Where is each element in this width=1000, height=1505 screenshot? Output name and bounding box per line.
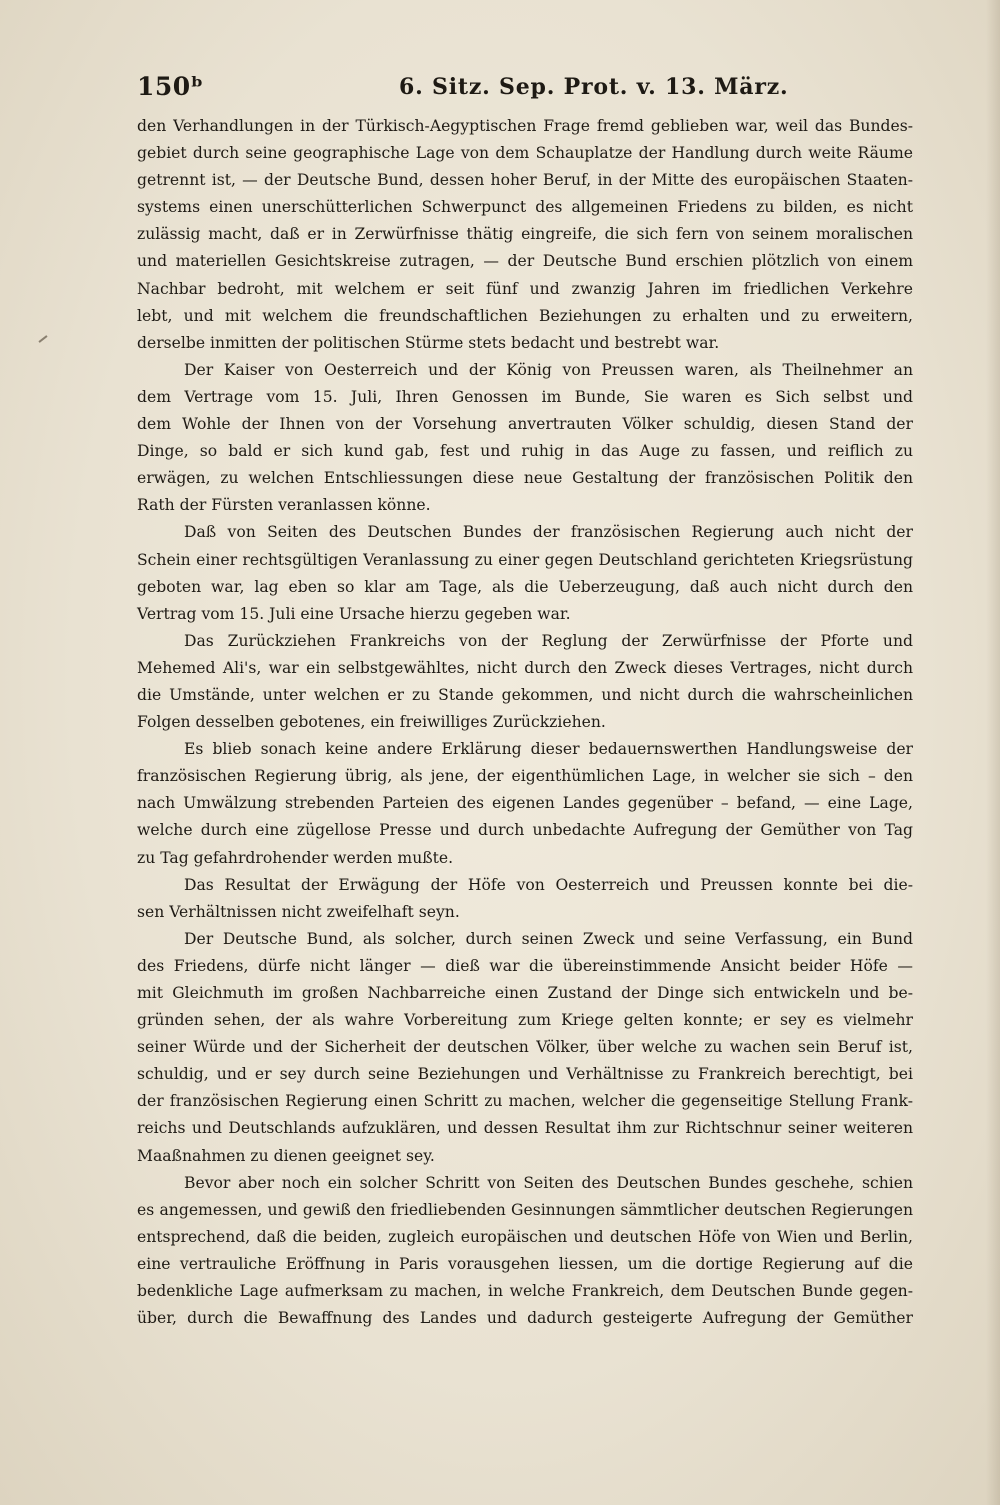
page-header — [137, 66, 917, 106]
text-line: Rath der Fürsten veranlassen könne. — [137, 496, 431, 515]
text-line: Vertrag vom 15. Juli eine Ursache hierzu gegeben war. — [137, 604, 571, 623]
text-line: des Friedens, dürfe nicht länger — dieß war die übereinstimmende Ansicht beider Höfe — — [137, 956, 913, 975]
text-line: Das Zurückziehen Frankreichs von der Reglung der Zerwürfnisse der Pforte und — [184, 631, 913, 650]
text-line: derselbe inmitten der politischen Stürme stets bedacht und bestrebt war. — [137, 333, 720, 352]
text-line: dem Wohle der Ihnen von der Vorsehung anvertrauten Völker schuldig, diesen Stand der — [137, 415, 913, 434]
text-line: französischen Regierung übrig, als jene, der eigenthümlichen Lage, in welcher sie sich – den — [137, 767, 913, 786]
text-line: geboten war, lag eben so klar am Tage, als die Ueberzeugung, daß auch nicht durch den — [137, 577, 913, 596]
text-line: Maaßnahmen zu dienen geeignet sey. — [137, 1146, 435, 1165]
text-line: Bevor aber noch ein solcher Schritt von Seiten des Deutschen Bundes geschehe, schien — [184, 1173, 913, 1192]
text-line: welche durch eine zügellose Presse und durch unbedachte Aufregung der Gemüther von Tag — [137, 821, 913, 840]
text-line: Daß von Seiten des Deutschen Bundes der französischen Regierung auch nicht der — [184, 523, 913, 542]
page-edge-shadow — [986, 0, 1000, 1505]
body-text — [137, 113, 913, 1332]
text-line: getrennt ist, — der Deutsche Bund, dessen hoher Beruf, in der Mitte des europäischen Staaten- — [137, 171, 913, 190]
text-line: nach Umwälzung strebenden Parteien des eigenen Landes gegenüber – befand, — eine Lage, — [137, 794, 913, 813]
text-line: entsprechend, daß die beiden, zugleich europäischen und deutschen Höfe von Wien und Berlin, — [137, 1227, 913, 1246]
text-line: schuldig, und er sey durch seine Beziehungen und Verhältnisse zu Frankreich berechtigt, bei — [137, 1065, 913, 1084]
text-line: zulässig macht, daß er in Zerwürfnisse thätig eingreife, die sich fern von seinem moralischen — [137, 225, 913, 244]
text-line: sen Verhältnissen nicht zweifelhaft seyn. — [137, 902, 460, 921]
text-line: eine vertrauliche Eröffnung in Paris vorausgehen liessen, um die dortige Regierung auf die — [137, 1254, 913, 1273]
text-line: der französischen Regierung einen Schritt zu machen, welcher die gegenseitige Stellung Frank- — [137, 1092, 913, 1111]
text-line: Nachbar bedroht, mit welchem er seit fünf und zwanzig Jahren im friedlichen Verkehre — [137, 279, 913, 298]
page-number: 150ᵇ — [137, 72, 204, 101]
text-line: seiner Würde und der Sicherheit der deutschen Völker, über welche zu wachen sein Beruf ist, — [137, 1038, 913, 1057]
text-line: Es blieb sonach keine andere Erklärung dieser bedauernswerthen Handlungsweise der — [184, 740, 913, 759]
text-line: erwägen, zu welchen Entschliessungen diese neue Gestaltung der französischen Politik den — [137, 469, 913, 488]
text-line: systems einen unerschütterlichen Schwerpunct des allgemeinen Friedens zu bilden, es nicht — [137, 198, 913, 217]
text-line: bedenkliche Lage aufmerksam zu machen, in welche Frankreich, dem Deutschen Bunde gegen- — [137, 1282, 913, 1301]
text-line: die Umstände, unter welchen er zu Stande gekommen, und nicht durch die wahrscheinlichen — [137, 685, 913, 704]
text-line: Der Deutsche Bund, als solcher, durch seinen Zweck und seine Verfassung, ein Bund — [184, 929, 913, 948]
pencil-mark — [38, 335, 47, 343]
text-line: Folgen desselben gebotenes, ein freiwilliges Zurückziehen. — [137, 713, 606, 732]
text-line: es angemessen, und gewiß den friedliebenden Gesinnungen sämmtlicher deutschen Regierungen — [137, 1200, 913, 1219]
text-line: mit Gleichmuth im großen Nachbarreiche einen Zustand der Dinge sich entwickeln und be- — [137, 984, 913, 1002]
text-line: Das Resultat der Erwägung der Höfe von Oesterreich und Preussen konnte bei die- — [184, 875, 913, 894]
text-line: über, durch die Bewaffnung des Landes und dadurch gesteigerte Aufregung der Gemüther — [137, 1309, 913, 1328]
text-line: gebiet durch seine geographische Lage von dem Schauplatze der Handlung durch weite Räume — [137, 144, 913, 163]
text-line: Mehemed Ali's, war ein selbstgewähltes, nicht durch den Zweck dieses Vertrages, nicht durch — [137, 658, 913, 677]
text-line: dem Vertrage vom 15. Juli, Ihren Genossen im Bunde, Sie waren es Sich selbst und — [137, 387, 913, 406]
text-line: reichs und Deutschlands aufzuklären, und dessen Resultat ihm zur Richtschnur seiner weiteren — [137, 1119, 913, 1138]
text-line: Schein einer rechtsgültigen Veranlassung zu einer gegen Deutschland gerichteten Kriegsrüstung — [137, 550, 913, 569]
text-line: Dinge, so bald er sich kund gab, fest und ruhig in das Auge zu fassen, und reiflich zu — [137, 442, 913, 461]
text-line: lebt, und mit welchem die freundschaftlichen Beziehungen zu erhalten und zu erweitern, — [137, 306, 913, 325]
text-line: den Verhandlungen in der Türkisch-Aegyptischen Frage fremd geblieben war, weil das Bundes- — [137, 117, 913, 135]
text-line: zu Tag gefahrdrohender werden mußte. — [137, 848, 454, 867]
text-line: gründen sehen, der als wahre Vorbereitung zum Kriege gelten konnte; er sey es vielmehr — [137, 1011, 913, 1030]
text-line: und materiellen Gesichtskreise zutragen, — der Deutsche Bund erschien plötzlich von einem — [137, 252, 913, 271]
text-line: Der Kaiser von Oesterreich und der König von Preussen waren, als Theilnehmer an — [184, 360, 913, 379]
running-head: 6. Sitz. Sep. Prot. v. 13. März. — [399, 74, 789, 100]
